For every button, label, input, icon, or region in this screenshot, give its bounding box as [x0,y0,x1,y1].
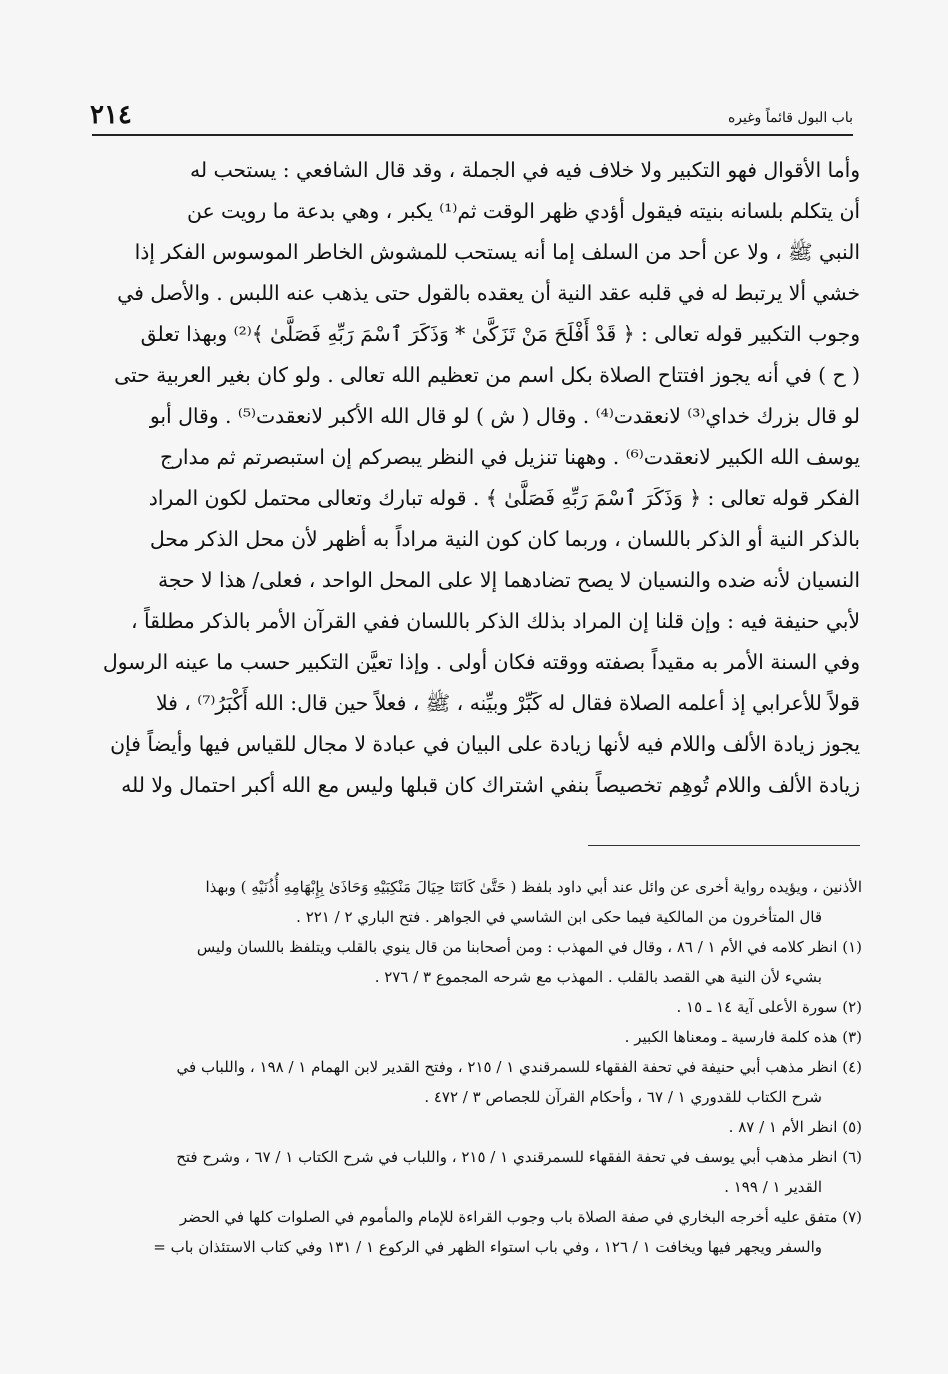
body-line: زيادة الألف واللام تُوهِم تخصيصاً بنفي اشتراك كان قبلها وليس مع الله أكبر احتمال ولا لله [121,773,860,797]
footnote-line [100,1142,862,1172]
page-number: ٢١٤ [90,100,132,130]
footnote-line [100,992,862,1022]
body-line: لو قال بزرك خداي⁽³⁾ لانعقدت⁽⁴⁾ . وقال ( ش ) لو قال الله الأكبر لانعقدت⁽⁵⁾ . وقال أبو [149,404,860,428]
page-header [90,100,853,134]
footnote-line [100,932,862,962]
footnote-text: (١) انظر كلامه في الأم ١ / ٨٦ ، وقال في المهذب : ومن أصحابنا من قال ينوي بالقلب ويتلفظ باللسان وليس [196,938,862,956]
footnote-line [100,1022,862,1052]
body-line: النبي ﷺ ، ولا عن أحد من السلف إما أنه يستحب للمشوش الخاطر الموسوس الفكر إذا [134,240,860,264]
body-line: الفكر قوله تعالى : ﴿ وَذَكَرَ ٱسْمَ رَبِّهِ فَصَلَّىٰ ﴾ . قوله تبارك وتعالى محتمل لكون المراد [148,486,860,510]
body-line: خشي ألا يرتبط له في قلبه عقد النية أن يعقده بالقول حتى يذهب عنه اللبس . والأصل في [117,281,860,305]
header-rule [92,134,853,136]
footnote-text: شرح الكتاب للقدوري ١ / ٦٧ ، وأحكام القرآن للجصاص ٣ / ٤٧٢ . [424,1088,822,1106]
body-line: يوسف الله الكبير لانعقدت⁽⁶⁾ . وههنا تنزيل في النظر يبصركم إن استبصرتم ثم مدارج [160,445,860,469]
body-line: النسيان لأنه ضده والنسيان لا يصح تضادهما إلا على المحل الواحد ، فعلى/ هذا لا حجة [158,568,860,592]
footnote-text: (٢) سورة الأعلى آية ١٤ ـ ١٥ . [676,998,862,1016]
body-line: وفي السنة الأمر به مقيداً بصفته ووقته فكان أولى . وإذا تعيَّن التكبير حسب ما عينه الرسول [102,650,860,674]
footnotes [100,872,862,1262]
footnote-text: (٣) هذه كلمة فارسية ـ ومعناها الكبير . [624,1028,862,1046]
footnote-text: والسفر ويجهر فيها ويخافت ١ / ١٢٦ ، وفي باب استواء الظهر في الركوع ١ / ١٣١ وفي كتاب الاستئذان باب = [153,1238,822,1256]
footnote-line [100,1112,862,1142]
footnote-text: (٦) انظر مذهب أبي يوسف في تحفة الفقهاء للسمرقندي ١ / ٢١٥ ، واللباب في شرح الكتاب ١ / ٦٧ ، وشرح فتح [176,1148,862,1166]
footnote-text: (٤) انظر مذهب أبي حنيفة في تحفة الفقهاء للسمرقندي ١ / ٢١٥ ، وفتح القدير لابن الهمام ١ / ١٩٨ ، واللباب في [176,1058,862,1076]
footnote-line [100,1082,862,1112]
body-line: وجوب التكبير قوله تعالى : ﴿ قَدْ أَفْلَحَ مَنْ تَزَكَّىٰ * وَذَكَرَ ٱسْمَ رَبِّهِ فَصَلَّىٰ ﴾⁽²⁾ وبهذا تعلق [140,322,860,346]
body-line: أن يتكلم بلسانه بنيته فيقول أؤدي ظهر الوقت ثم⁽¹⁾ يكبر ، وهي بدعة ما رويت عن [187,199,860,223]
footnote-line [100,1202,862,1232]
running-title: باب البول قائماً وغيره [727,110,853,126]
body-line: بالذكر النية أو الذكر باللسان ، وربما كان كون النية مراداً به أظهر لأن محل الذكر محل [149,527,860,551]
footnote-text: (٥) انظر الأم ١ / ٨٧ . [728,1118,862,1136]
body-line: وأما الأقوال فهو التكبير ولا خلاف فيه في الجملة ، وقد قال الشافعي : يستحب له [189,158,860,182]
footnote-line [100,1172,862,1202]
footnote-line [100,1052,862,1082]
footnote-line [100,962,862,992]
footnote-separator [588,845,860,846]
footnote-line [100,1232,862,1262]
footnote-line [100,872,862,902]
footnote-line [100,902,862,932]
footnote-text: الأذنين ، ويؤيده رواية أخرى عن وائل عند أبي داود بلفظ ( حَتَّىٰ كَانَتَا حِيَالَ مَنْكِبَيْهِ وَحَاذَىٰ بِإِبْهَامِهِ أُذُنَيْهِ ) وبهذا [205,878,862,896]
footnote-text: بشيء لأن النية هي القصد بالقلب . المهذب مع شرحه المجموع ٣ / ٢٧٦ . [374,968,822,986]
footnote-text: قال المتأخرون من المالكية فيما حكى ابن الشاسي في الجواهر . فتح الباري ٢ / ٢٢١ . [296,908,822,926]
body-line: لأبي حنيفة فيه : وإن قلنا إن المراد بذلك الذكر باللسان ففي القرآن الأمر بالذكر مطلقاً ، [130,609,860,633]
body-line: يجوز زيادة الألف واللام فيه لأنها زيادة على البيان في عبادة لا مجال للقياس فيها وأيضاً فإن [110,732,860,756]
body-line: ( ح ) في أنه يجوز افتتاح الصلاة بكل اسم من تعظيم الله تعالى . ولو كان بغير العربية حتى [114,363,860,387]
footnote-text: (٧) متفق عليه أخرجه البخاري في صفة الصلاة باب وجوب القراءة للإمام والمأموم في الصلوات كلها في الحضر [179,1208,862,1226]
body-line: قولاً للأعرابي إذ أعلمه الصلاة فقال له كَبِّرْ وبيِّنه ، ﷺ ، فعلاً حين قال: الله أَكْبَرُ⁽⁷⁾ ، فلا [156,691,860,715]
footnote-text: القدير ١ / ١٩٩ . [724,1178,822,1196]
main-text [100,150,860,806]
